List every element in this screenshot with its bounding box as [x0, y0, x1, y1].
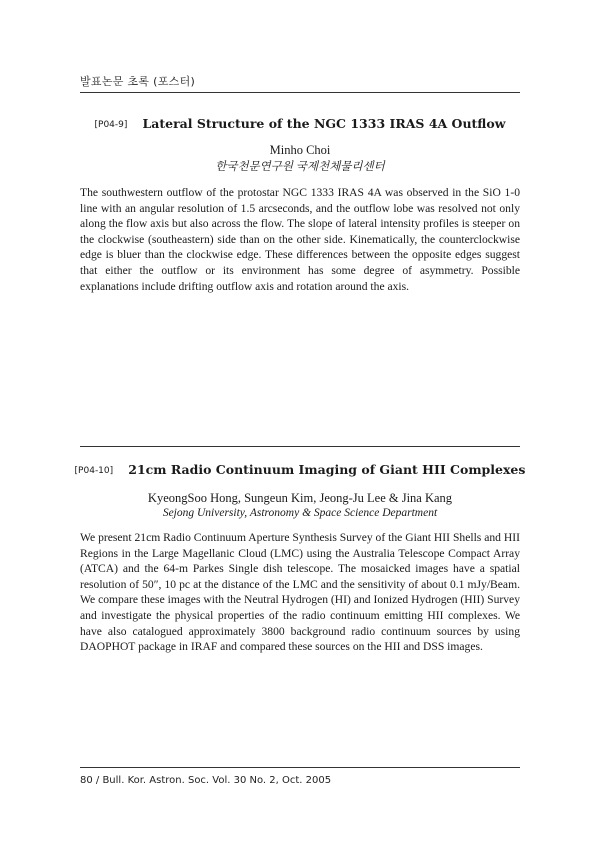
abstract-2-heading: [0, 459, 600, 478]
running-head: 발표논문 초록 (포스터): [80, 75, 196, 88]
abstract-1-code: [P04-9]: [94, 120, 128, 130]
abstract-2-affiliation: Sejong University, Astronomy & Space Science Department: [162, 507, 438, 519]
abstract-1-title: Lateral Structure of the NGC 1333 IRAS 4A Outflow: [142, 116, 506, 131]
page-footer: 80 / Bull. Kor. Astron. Soc. Vol. 30 No. 2, Oct. 2005: [80, 775, 332, 786]
abstract-2-authors: KyeongSoo Hong, Sungeun Kim, Jeong-Ju Lee & Jina Kang: [147, 491, 453, 505]
abstract-1-affiliation: 한국천문연구원 국제천체물리센터: [215, 161, 385, 173]
footer-rule: [80, 767, 520, 768]
abstract-2-code: [P04-10]: [74, 466, 114, 476]
header-rule: [80, 92, 520, 93]
abstract-2-title: 21cm Radio Continuum Imaging of Giant HII Complexes: [128, 462, 526, 477]
abstract-1-authors: Minho Choi: [269, 143, 331, 157]
abstract-2-body: We present 21cm Radio Continuum Aperture Synthesis Survey of the Giant HII Shells and HII Regions in the Large Magellanic Cloud (LMC) using the Australia Telescope Compact Array (ATCA) and the 64-m Parkes Single dish telescope. The mosaicked images have a spatial resolution of 50″, 10 pc at the distance of the LMC and the sensitivity of about 0.1 mJy/Beam. We compare these images with the Neutral Hydrogen (HI) and Ionized Hydrogen (HII) Survey and investigate the physical properties of the radio continuum emitting HII complexes. We have also catalogued approximately 3800 background radio continuum sources by using DAOPHOT package in IRAF and compared these sources on the HII and DSS images.: [80, 531, 520, 654]
section-divider: [80, 446, 520, 447]
abstract-1-body: The southwestern outflow of the protostar NGC 1333 IRAS 4A was observed in the SiO 1-0 line with an angular resolution of 1.5 arcseconds, and the outflow lobe was resolved not only along the flow axis but also across the flow. The slope of lateral intensity profiles is steeper on the clockwise (southeastern) side than on the other side. Kinematically, the counterclockwise edge is bluer than the clockwise edge. These differences between the opposite edges suggest that either the outflow or its environment has some degree of asymmetry. Possible explanations include drifting outflow axis and rotation around the axis.: [80, 186, 520, 293]
abstract-1-heading: [0, 113, 600, 132]
